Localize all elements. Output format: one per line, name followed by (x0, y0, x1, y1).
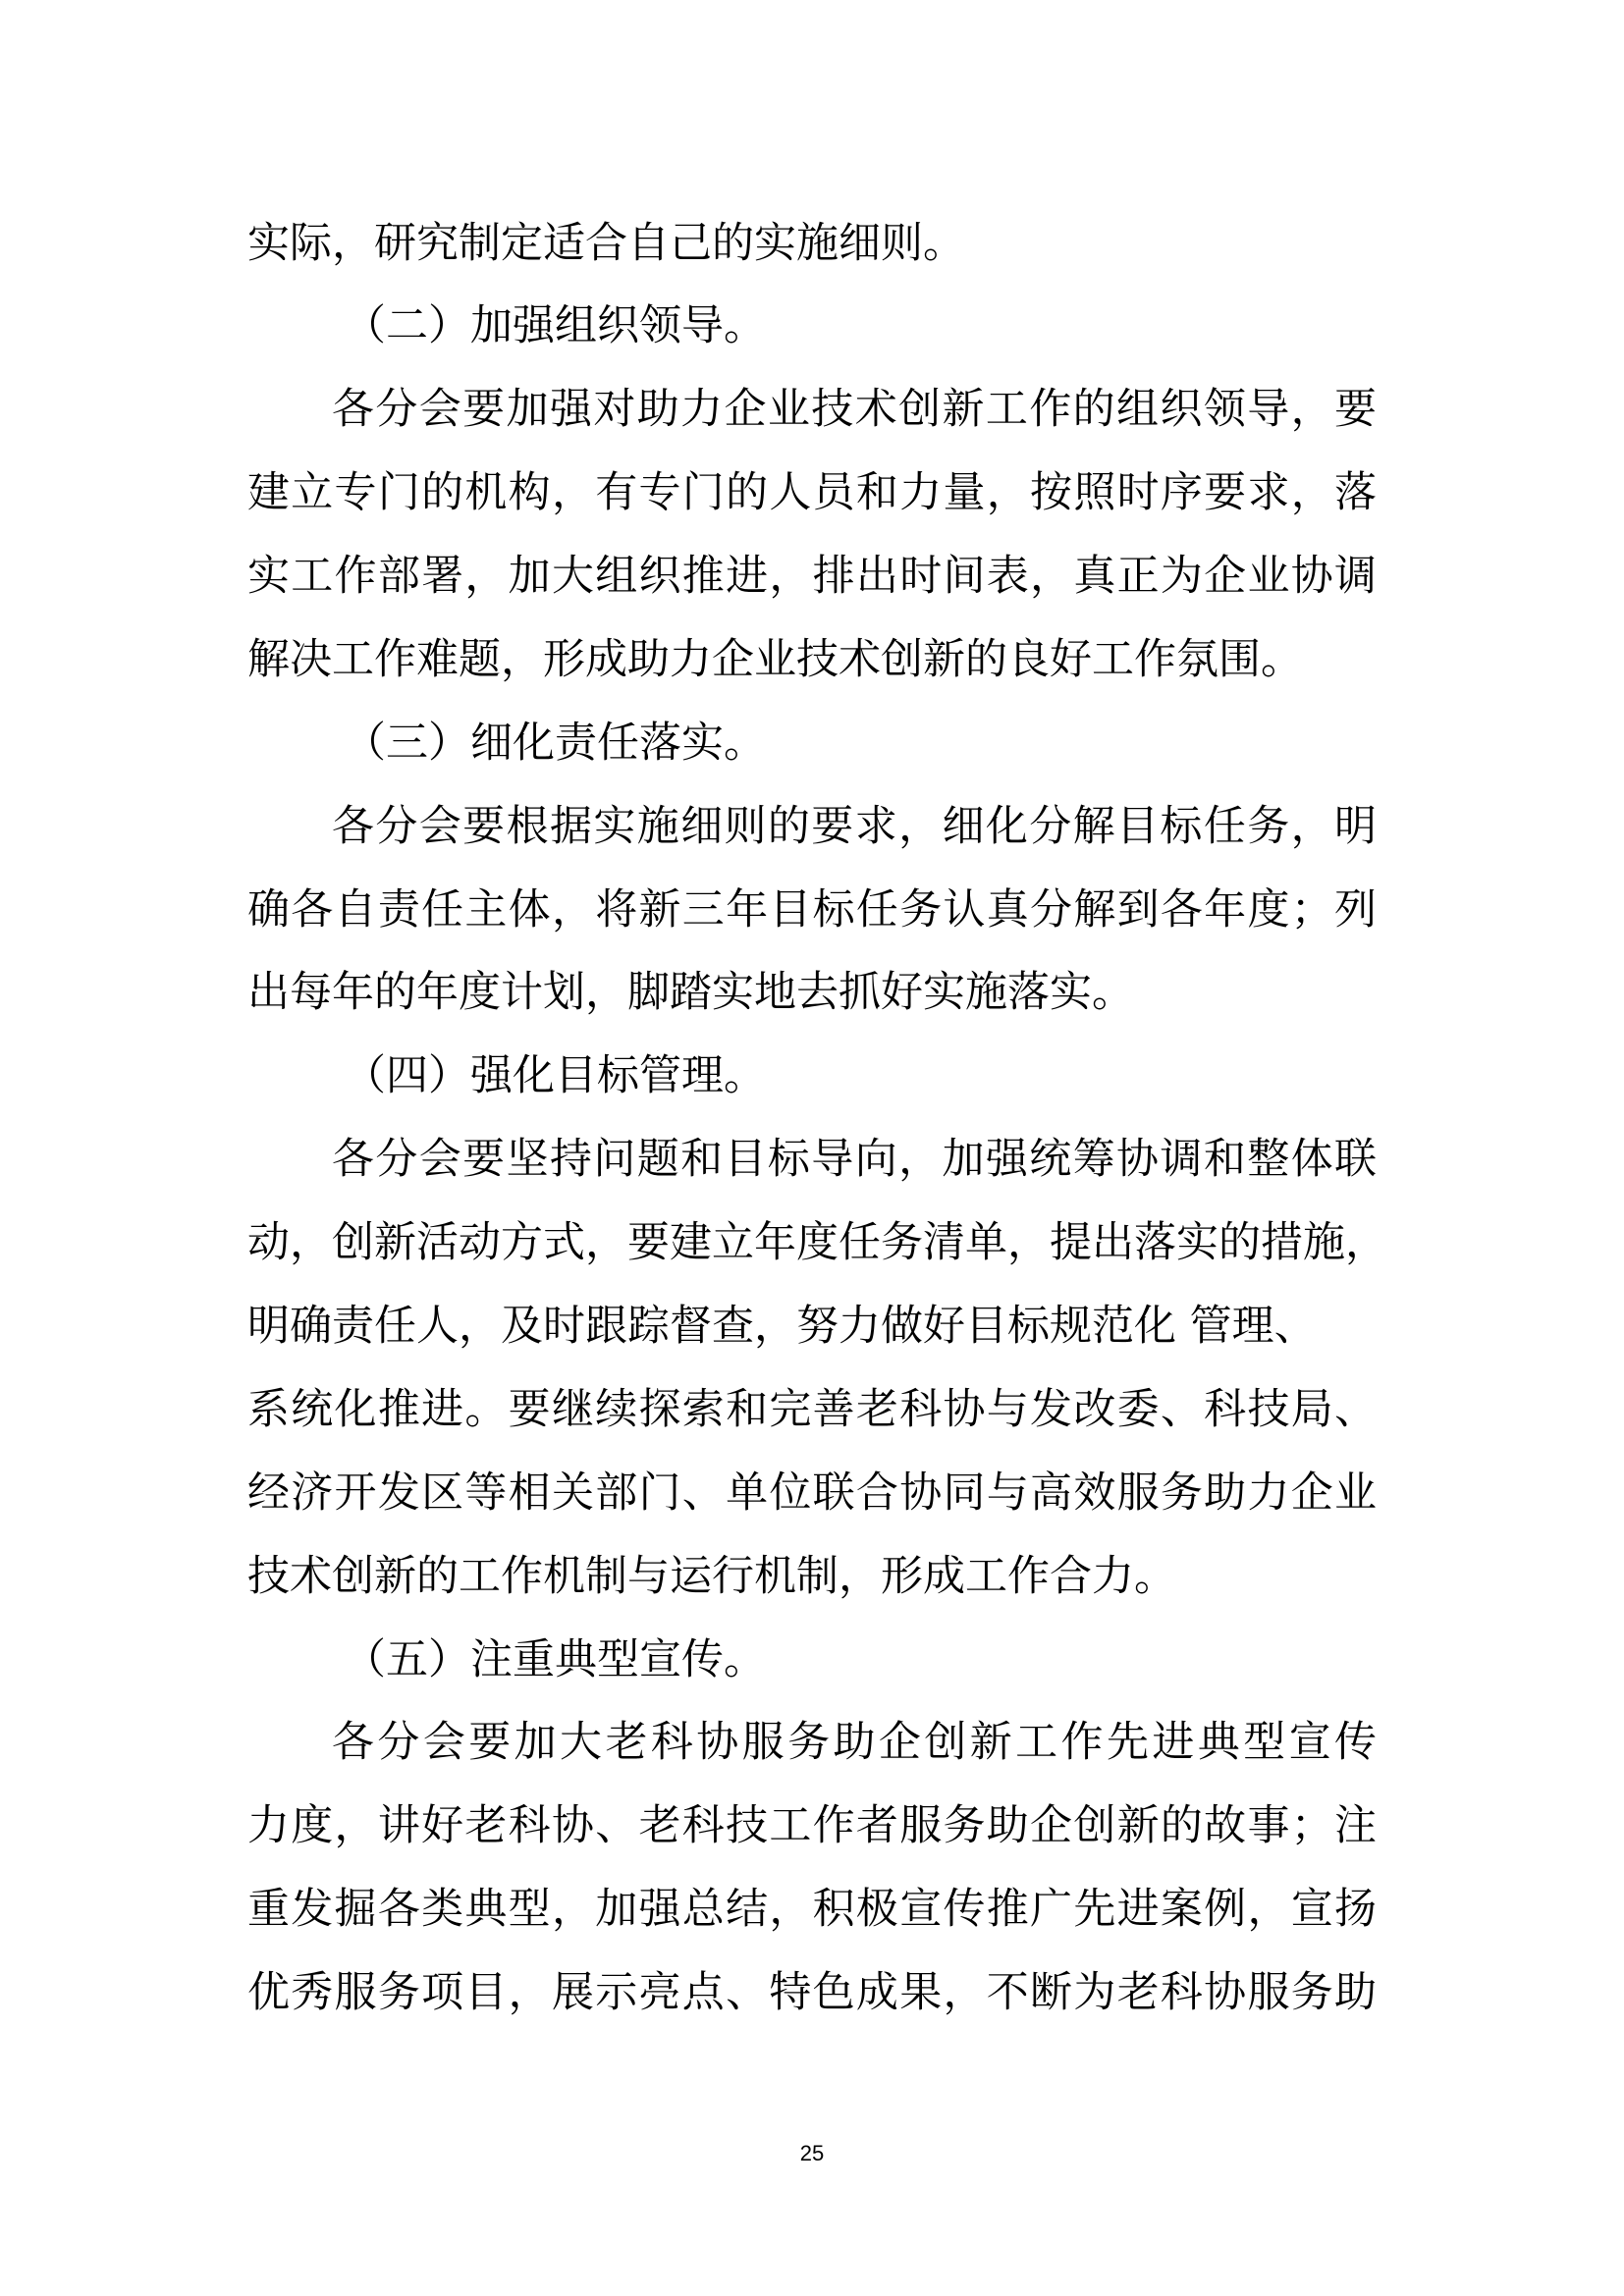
body-text-line: 实际，研究制定适合自己的实施细则。 (247, 219, 965, 268)
paragraph-line: 各分会要加大老科协服务助企创新工作先进典型宣传 (332, 1718, 1377, 1767)
paragraph-line: 实工作部署，加大组织推进，排出时间表，真正为企业协调 (247, 552, 1377, 601)
section-heading-2: （二）加强组织领导。 (344, 301, 766, 350)
paragraph-line: 优秀服务项目，展示亮点、特色成果，不断为老科协服务助 (247, 1968, 1377, 2017)
paragraph-line: 经济开发区等相关部门、单位联合协同与高效服务助力企业 (247, 1468, 1377, 1518)
paragraph-line: 明确责任人，及时跟踪督查，努力做好目标规范化 管理、 (247, 1302, 1317, 1351)
section-heading-4: （四）强化目标管理。 (344, 1051, 766, 1100)
paragraph-line: 力度，讲好老科协、老科技工作者服务助企创新的故事；注 (247, 1801, 1377, 1850)
section-heading-5: （五）注重典型宣传。 (344, 1635, 766, 1684)
paragraph-line: 动，创新活动方式，要建立年度任务清单，提出落实的措施， (247, 1218, 1387, 1267)
paragraph-line: 重发掘各类典型，加强总结，积极宣传推广先进案例，宣扬 (247, 1885, 1377, 1934)
paragraph-line: 技术创新的工作机制与运行机制，形成工作合力。 (247, 1552, 1176, 1601)
paragraph-line: 各分会要加强对助力企业技术创新工作的组织领导，要 (332, 385, 1377, 434)
page-number: 25 (799, 2141, 825, 2165)
paragraph-line: 解决工作难题，形成助力企业技术创新的良好工作氛围。 (247, 635, 1303, 684)
paragraph-line: 各分会要坚持问题和目标导向，加强统筹协调和整体联 (332, 1135, 1377, 1184)
section-heading-3: （三）细化责任落实。 (344, 719, 766, 768)
paragraph-line: 建立专门的机构，有专门的人员和力量，按照时序要求，落 (247, 468, 1377, 517)
paragraph-line: 各分会要根据实施细则的要求，细化分解目标任务，明 (332, 802, 1377, 851)
paragraph-line: 系统化推进。要继续探索和完善老科协与发改委、科技局、 (247, 1385, 1377, 1434)
paragraph-line: 确各自责任主体，将新三年目标任务认真分解到各年度；列 (247, 885, 1377, 934)
paragraph-line: 出每年的年度计划，脚踏实地去抓好实施落实。 (247, 968, 1134, 1017)
